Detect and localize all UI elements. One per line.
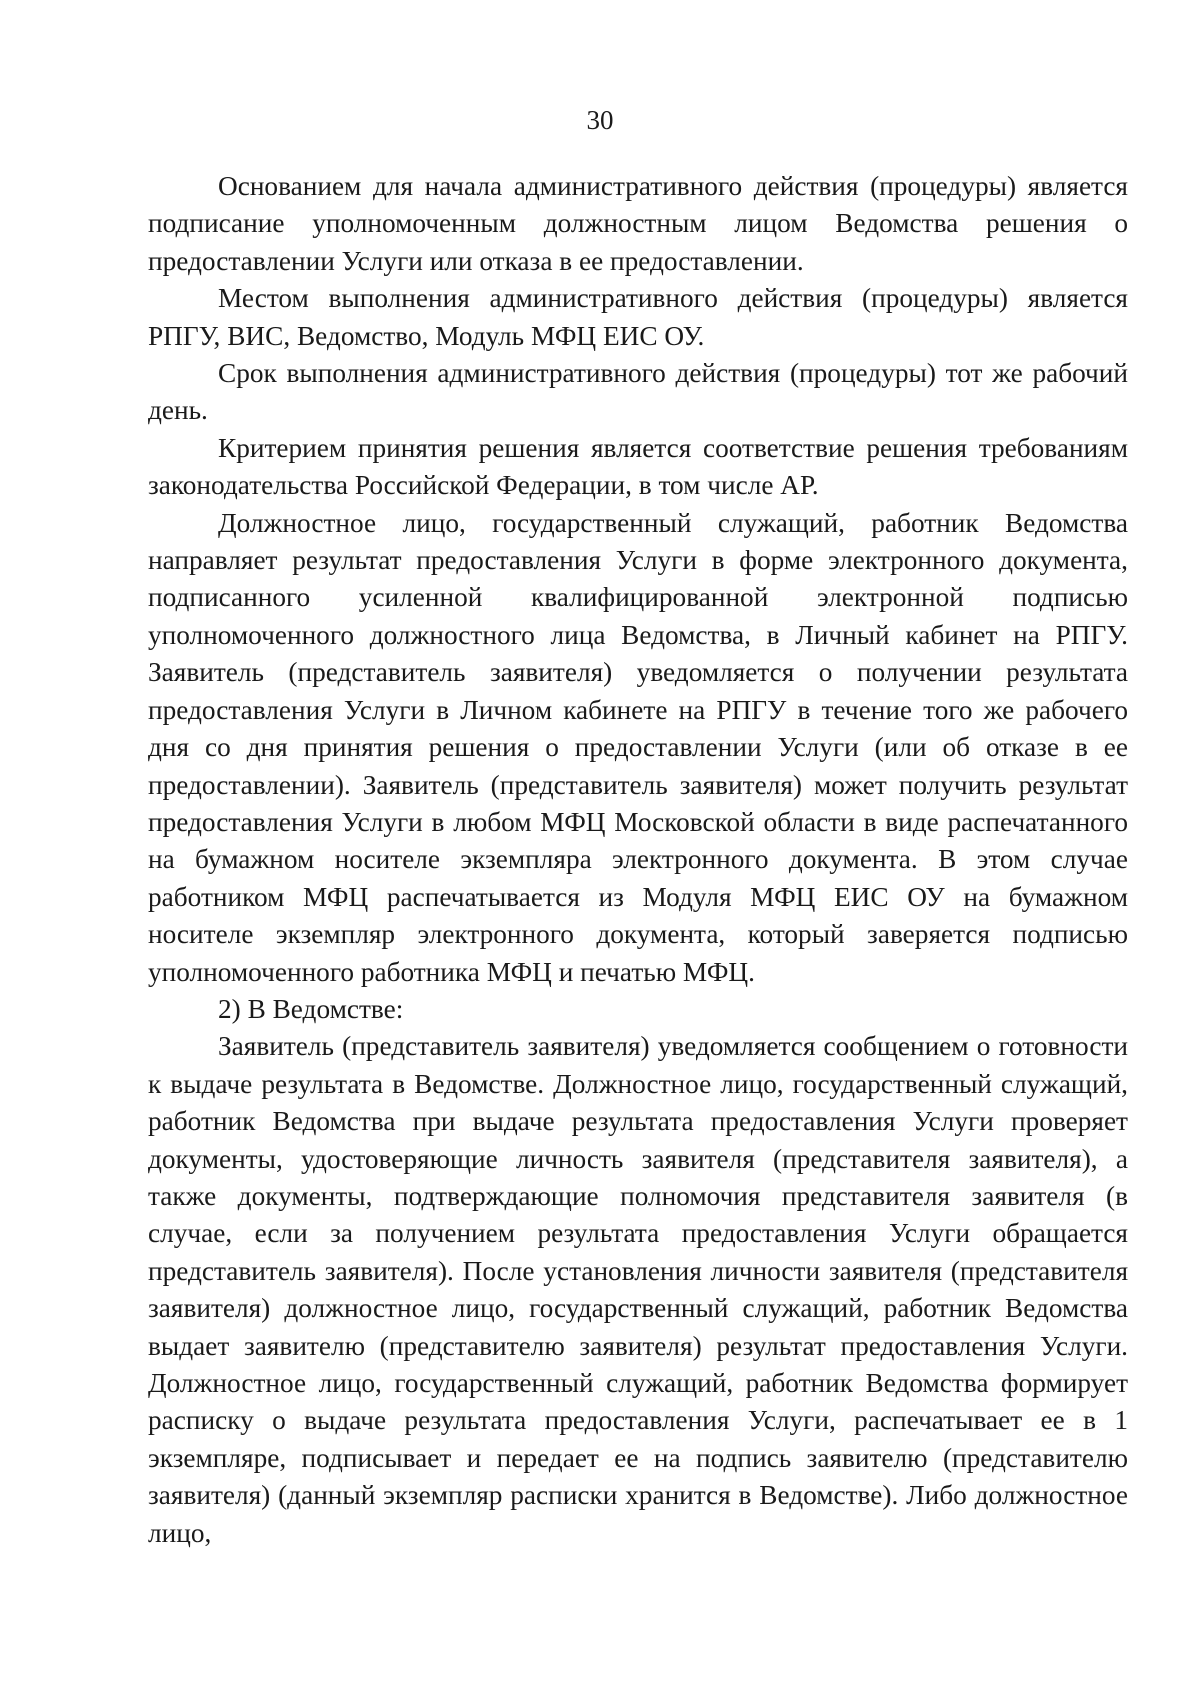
page-number: 30 — [586, 105, 614, 135]
paragraph-basis: Основанием для начала административного действия (процедуры) является подписание уполномоченным должностным лицом Ведомства решения о предоставлении Услуги или отказа в ее предоставлении. — [148, 171, 1128, 276]
paragraph-in-agency: Заявитель (представитель заявителя) уведомляется сообщением о готовности к выдаче результата в Ведомстве. Должностное лицо, государственный служащий, работник Ведомства при выдаче результата предоставления Услуги проверяет документы, удостоверяющие личность заявителя (представителя заявителя), а также документы, подтверждающие полномочия представителя заявителя (в случае, если за получением результата предоставления Услуги обращается представитель заявителя). После установления личности заявителя (представителя заявителя) должностное лицо, государственный служащий, работник Ведомства выдает заявителю (представителю заявителя) результат предоставления Услуги. Должностное лицо, государственный служащий, работник Ведомства формирует расписку о выдаче результата предоставления Услуги, распечатывает ее в 1 экземпляре, подписывает и передает ее на подпись заявителю (представителю заявителя) (данный экземпляр расписки хранится в Ведомстве). Либо должностное лицо, — [148, 1031, 1128, 1548]
paragraph-subheading: 2) В Ведомстве: — [218, 993, 404, 1024]
paragraph-result-delivery: Должностное лицо, государственный служащий, работник Ведомства направляет результат предоставления Услуги в форме электронного документа, подписанного усиленной квалифицированной электронной подписью уполномоченного должностного лица Ведомства, в Личный кабинет на РПГУ. Заявитель (представитель заявителя) уведомляется о получении результата предоставления Услуги в Личном кабинете на РПГУ в течение того же рабочего дня со дня принятия решения о предоставлении Услуги (или об отказе в ее предоставлении). Заявитель (представитель заявителя) может получить результат предоставления Услуги в любом МФЦ Московской области в виде распечатанного на бумажном носителе экземпляра электронного документа. В этом случае работником МФЦ распечатывается из Модуля МФЦ ЕИС ОУ на бумажном носителе экземпляр электронного документа, который заверяется подписью уполномоченного работника МФЦ и печатью МФЦ. — [148, 507, 1128, 987]
paragraph-term: Срок выполнения административного действия (процедуры) тот же рабочий день. — [148, 358, 1128, 426]
paragraph-criterion: Критерием принятия решения является соответствие решения требованиям законодательства Российской Федерации, в том числе АР. — [148, 432, 1128, 501]
body-text — [148, 168, 1128, 1552]
paragraph-place: Местом выполнения административного действия (процедуры) является РПГУ, ВИС, Ведомство, Модуль МФЦ ЕИС ОУ. — [148, 283, 1128, 351]
